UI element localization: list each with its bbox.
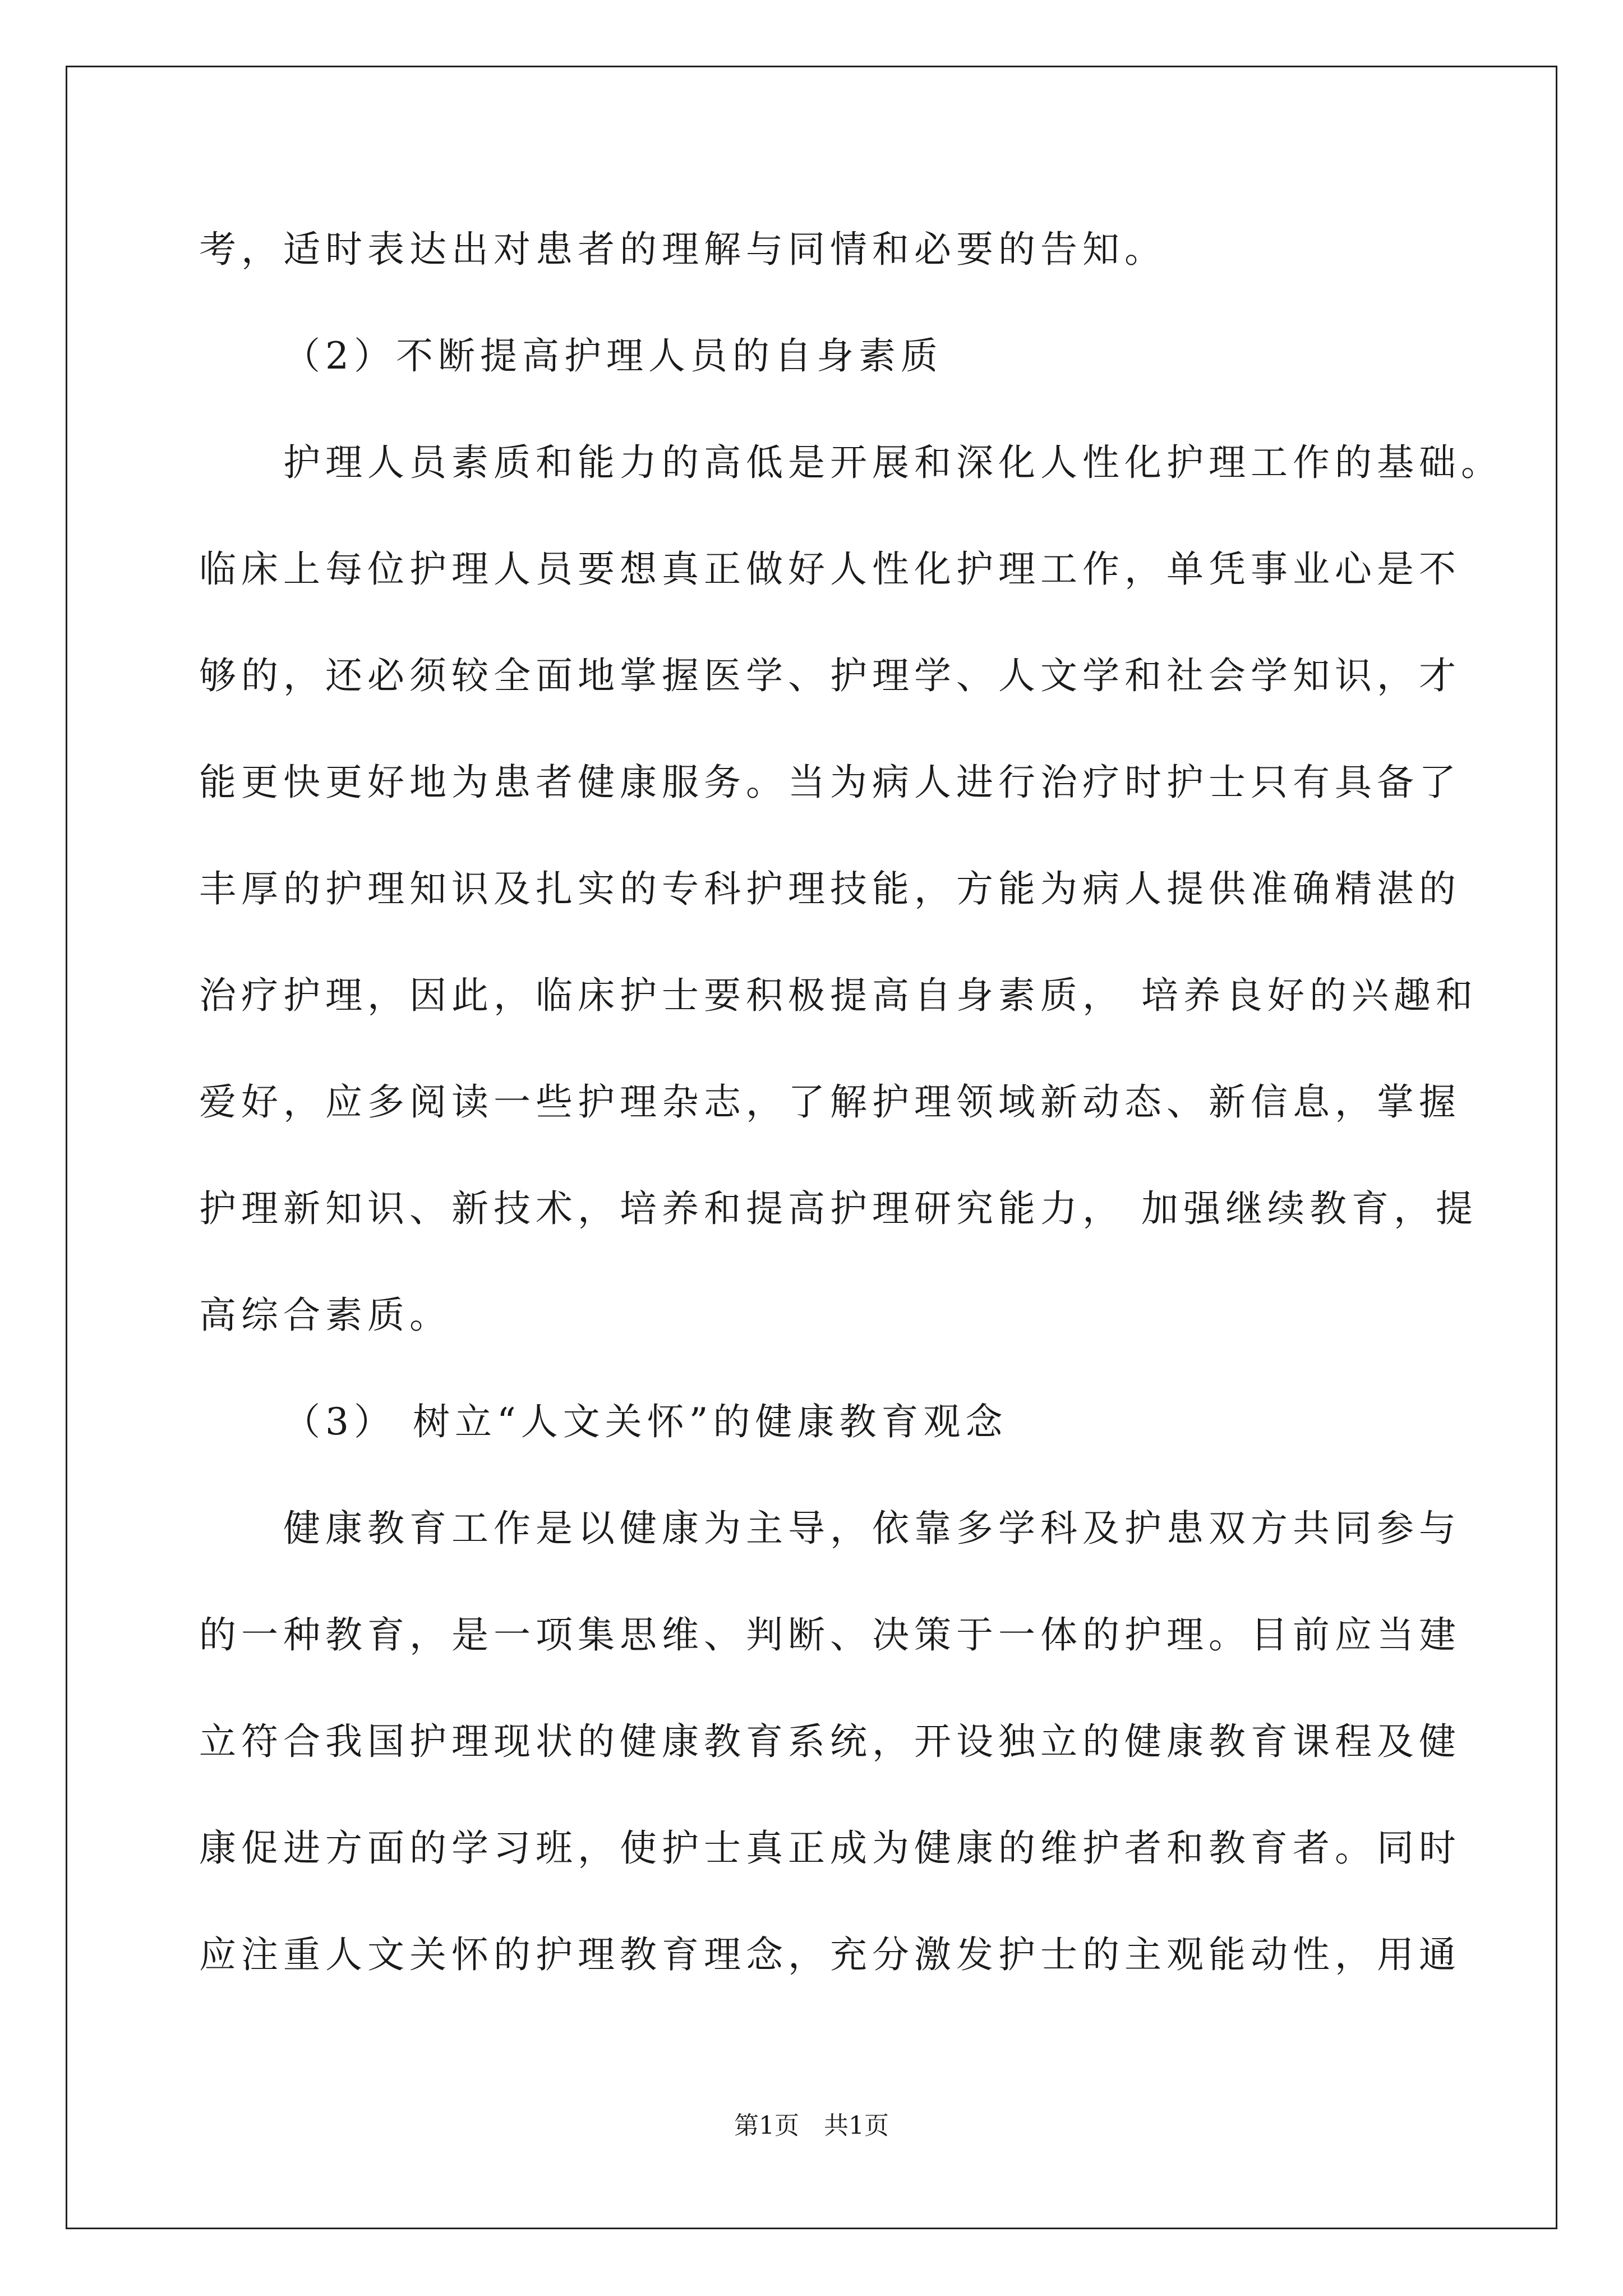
paragraph-line: 护理新知识、新技术，培养和提高护理研究能力， 加强继续教育，提 [199, 1187, 1478, 1230]
paragraph-line: 康促进方面的学习班，使护士真正成为健康的维护者和教育者。同时 [199, 1826, 1461, 1870]
section-heading-3: （3） 树立“人文关怀”的健康教育观念 [283, 1400, 1008, 1443]
page-border [66, 66, 1557, 2229]
paragraph-line: 治疗护理，因此，临床护士要积极提高自身素质， 培养良好的兴趣和 [199, 974, 1478, 1017]
section-heading-2: （2）不断提高护理人员的自身素质 [283, 334, 943, 378]
paragraph-line: 护理人员素质和能力的高低是开展和深化人性化护理工作的基础。 [283, 441, 1503, 484]
page-number-footer: 第1页 共1页 [734, 2111, 889, 2140]
paragraph-line: 立符合我国护理现状的健康教育系统，开设独立的健康教育课程及健 [199, 1720, 1461, 1763]
paragraph-line: 爱好，应多阅读一些护理杂志，了解护理领域新动态、新信息，掌握 [199, 1080, 1461, 1124]
paragraph-line: 丰厚的护理知识及扎实的专科护理技能，方能为病人提供准确精湛的 [199, 867, 1461, 910]
paragraph-line: 临床上每位护理人员要想真正做好人性化护理工作，单凭事业心是不 [199, 547, 1461, 591]
paragraph-line: 高综合素质。 [199, 1294, 451, 1337]
paragraph-line: 考，适时表达出对患者的理解与同情和必要的告知。 [199, 228, 1166, 271]
paragraph-line: 能更快更好地为患者健康服务。当为病人进行治疗时护士只有具备了 [199, 761, 1461, 804]
paragraph-line: 应注重人文关怀的护理教育理念，充分激发护士的主观能动性，用通 [199, 1933, 1461, 1976]
paragraph-line: 健康教育工作是以健康为主导，依靠多学科及护患双方共同参与 [283, 1507, 1461, 1550]
paragraph-line: 的一种教育，是一项集思维、判断、决策于一体的护理。目前应当建 [199, 1613, 1461, 1657]
paragraph-line: 够的，还必须较全面地掌握医学、护理学、人文学和社会学知识，才 [199, 654, 1461, 697]
